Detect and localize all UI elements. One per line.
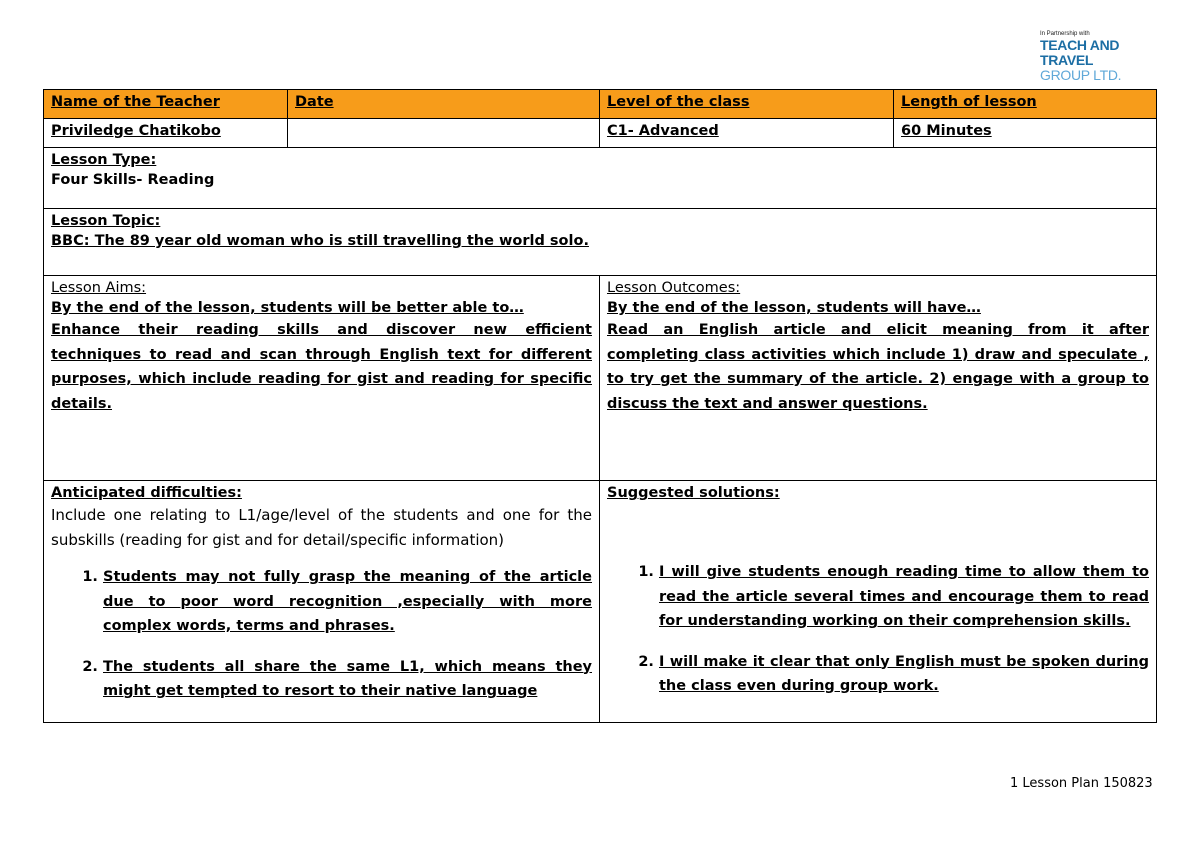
solutions-label: Suggested solutions: (607, 485, 780, 501)
header-level: Level of the class (600, 90, 894, 119)
logo-partnership-text: In Partnership with (1040, 31, 1090, 37)
solution-item: 1. I will give students enough reading time to allow them to read the article several times and encourage them to read for understanding working on their comprehension skills. (659, 560, 1149, 634)
class-level: C1- Advanced (600, 119, 894, 148)
logo-line2: GROUP LTD. (1040, 67, 1122, 83)
difficulties-cell (44, 481, 600, 723)
lesson-aims-text: Enhance their reading skills and discover new efficient techniques to read and scan through English text for different purposes, which include reading for gist and reading for specific details. (51, 322, 592, 412)
page-footer: 1 Lesson Plan 150823 (1010, 776, 1153, 791)
lesson-aims-label: Lesson Aims: (51, 280, 147, 296)
difficulties-solutions-row (44, 481, 1157, 723)
lesson-plan-table (43, 89, 1157, 723)
lesson-type-cell (44, 148, 1157, 209)
header-teacher: Name of the Teacher (44, 90, 288, 119)
lesson-outcomes-cell (600, 276, 1157, 481)
logo-line1: TEACH AND TRAVEL (1040, 37, 1120, 68)
lesson-outcomes-label: Lesson Outcomes: (607, 280, 741, 296)
lesson-aims-cell (44, 276, 600, 481)
solutions-list (607, 560, 1149, 699)
lesson-date (288, 119, 600, 148)
lesson-topic-row (44, 209, 1157, 276)
lesson-topic-label: Lesson Topic: (51, 213, 161, 229)
lesson-outcomes-text: Read an English article and elicit meaning from it after completing class activities which include 1) draw and speculate , to try get the summary of the article. 2) engage with a group to discuss the text and answer questions. (607, 322, 1149, 412)
lesson-topic-cell (44, 209, 1157, 276)
lesson-type-value: Four Skills- Reading (51, 172, 215, 188)
lesson-outcomes-intro: By the end of the lesson, students will have… (607, 300, 981, 316)
lesson-type-row (44, 148, 1157, 209)
teacher-name: Priviledge Chatikobo (44, 119, 288, 148)
difficulty-item: 2. The students all share the same L1, which means they might get tempted to resort to their native language (103, 655, 592, 704)
difficulty-item: 1. Students may not fully grasp the meaning of the article due to poor word recognition ,especially with more complex words, terms and phrases. (103, 565, 592, 639)
difficulties-label: Anticipated difficulties: (51, 485, 242, 501)
solutions-cell (600, 481, 1157, 723)
lesson-topic-value: BBC: The 89 year old woman who is still travelling the world solo. (51, 233, 589, 249)
header-date: Date (288, 90, 600, 119)
partner-logo (1040, 30, 1150, 83)
lesson-aims-intro: By the end of the lesson, students will be better able to… (51, 300, 524, 316)
lesson-type-label: Lesson Type: (51, 152, 157, 168)
header-length: Length of lesson (894, 90, 1157, 119)
header-row (44, 90, 1157, 119)
solution-item: 2. I will make it clear that only English must be spoken during the class even during group work. (659, 650, 1149, 699)
difficulties-instruction: Include one relating to L1/age/level of the students and one for the subskills (reading for gist and for detail/specific information) (51, 506, 592, 549)
aims-outcomes-row (44, 276, 1157, 481)
info-row (44, 119, 1157, 148)
difficulties-list (51, 565, 592, 704)
lesson-length: 60 Minutes (894, 119, 1157, 148)
